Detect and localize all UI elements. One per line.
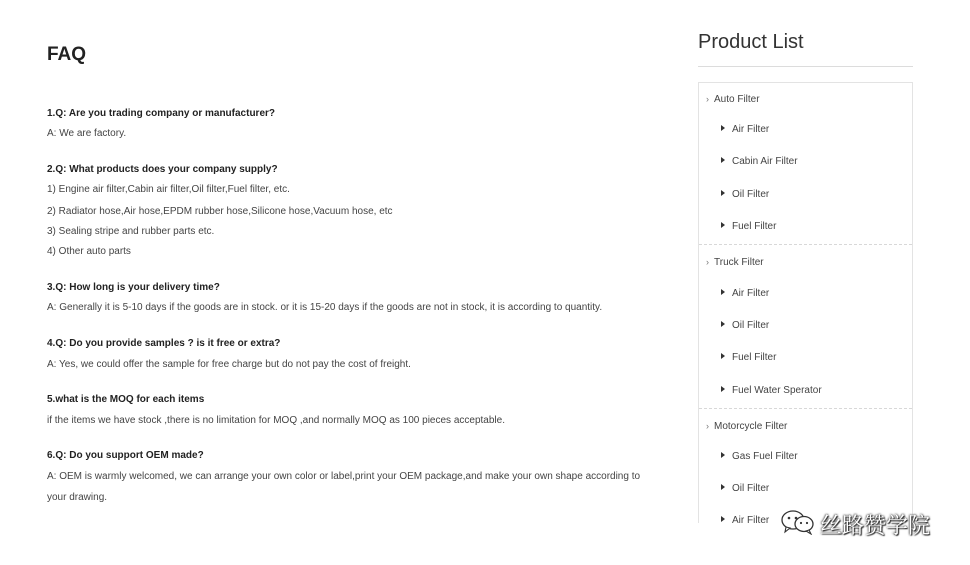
product-item-label: Fuel Filter	[732, 221, 777, 232]
faq-answer-4: A: Yes, we could offer the sample for free charge but do not pay the cost of freight.	[47, 359, 411, 370]
triangle-right-icon	[721, 222, 725, 228]
product-item-fuel-water-sperator[interactable]	[721, 385, 822, 397]
triangle-right-icon	[721, 452, 725, 458]
product-item-cabin-air-filter[interactable]	[721, 156, 798, 168]
chevron-right-icon: ›	[706, 421, 709, 431]
faq-answer-2-line-3: 3) Sealing stripe and rubber parts etc.	[47, 226, 215, 237]
faq-answer-6-line-2: your drawing.	[47, 492, 108, 503]
product-item-label: Oil Filter	[732, 320, 770, 331]
category-label: Auto Filter	[714, 94, 760, 105]
product-item-label: Fuel Water Sperator	[732, 385, 822, 396]
product-item-label: Gas Fuel Filter	[732, 451, 798, 462]
product-item-label: Oil Filter	[732, 483, 770, 494]
faq-question-2: 2.Q: What products does your company supply?	[47, 164, 278, 175]
category-label: Truck Filter	[714, 257, 764, 268]
triangle-right-icon	[721, 157, 725, 163]
product-list	[698, 82, 913, 523]
faq-question-5: 5.what is the MOQ for each items	[47, 394, 205, 405]
category-divider	[699, 244, 912, 245]
product-item-gas-fuel-filter[interactable]	[721, 451, 798, 463]
product-list-title: Product List	[698, 31, 804, 53]
triangle-right-icon	[721, 516, 725, 522]
product-item-fuel-filter[interactable]	[721, 352, 776, 364]
faq-question-1: 1.Q: Are you trading company or manufacturer?	[47, 108, 276, 119]
product-item-label: Cabin Air Filter	[732, 156, 798, 167]
faq-answer-3: A: Generally it is 5-10 days if the goods are in stock. or it is 15-20 days if the goods are not in stock, it is according to quantity.	[47, 302, 603, 313]
faq-question-3: 3.Q: How long is your delivery time?	[47, 282, 220, 293]
faq-question-4: 4.Q: Do you provide samples ? is it free or extra?	[47, 338, 281, 349]
triangle-right-icon	[721, 321, 725, 327]
triangle-right-icon	[721, 353, 725, 359]
faq-answer-2-line-4: 4) Other auto parts	[47, 246, 131, 257]
chevron-right-icon: ›	[706, 94, 709, 104]
wechat-icon	[780, 509, 816, 535]
product-item-label: Air Filter	[732, 124, 770, 135]
faq-answer-6-line-1: A: OEM is warmly welcomed, we can arrange your own color or label,print your OEM package,and make your own shape according to	[47, 471, 641, 482]
triangle-right-icon	[721, 484, 725, 490]
faq-answer-1: A: We are factory.	[47, 128, 127, 139]
product-item-air-filter[interactable]	[721, 124, 769, 136]
product-item-label: Oil Filter	[732, 189, 770, 200]
product-item-oil-filter[interactable]	[721, 320, 769, 332]
triangle-right-icon	[721, 125, 725, 131]
watermark	[780, 507, 950, 537]
category-divider	[699, 408, 912, 409]
faq-answer-2-line-2: 2) Radiator hose,Air hose,EPDM rubber hose,Silicone hose,Vacuum hose, etc	[47, 206, 393, 217]
product-item-oil-filter[interactable]	[721, 189, 769, 201]
product-item-air-filter[interactable]	[721, 515, 769, 523]
watermark-text: 丝路赞学院	[820, 514, 931, 539]
product-item-air-filter[interactable]	[721, 288, 769, 300]
category-auto-filter[interactable]	[706, 93, 760, 106]
product-item-label: Fuel Filter	[732, 352, 777, 363]
faq-title: FAQ	[47, 44, 87, 65]
triangle-right-icon	[721, 289, 725, 295]
product-item-label: Air Filter	[732, 515, 770, 523]
category-motorcycle-filter[interactable]	[706, 420, 787, 433]
triangle-right-icon	[721, 190, 725, 196]
product-item-fuel-filter[interactable]	[721, 221, 776, 233]
category-truck-filter[interactable]	[706, 256, 764, 269]
chevron-right-icon: ›	[706, 257, 709, 267]
faq-answer-5: if the items we have stock ,there is no limitation for MOQ ,and normally MOQ as 100 pieces acceptable.	[47, 415, 505, 426]
faq-answer-2-line-1: 1) Engine air filter,Cabin air filter,Oil filter,Fuel filter, etc.	[47, 184, 290, 195]
product-item-oil-filter[interactable]	[721, 483, 769, 495]
category-label: Motorcycle Filter	[714, 421, 788, 432]
triangle-right-icon	[721, 386, 725, 392]
title-divider	[698, 66, 913, 67]
product-item-label: Air Filter	[732, 288, 770, 299]
faq-question-6: 6.Q: Do you support OEM made?	[47, 450, 204, 461]
